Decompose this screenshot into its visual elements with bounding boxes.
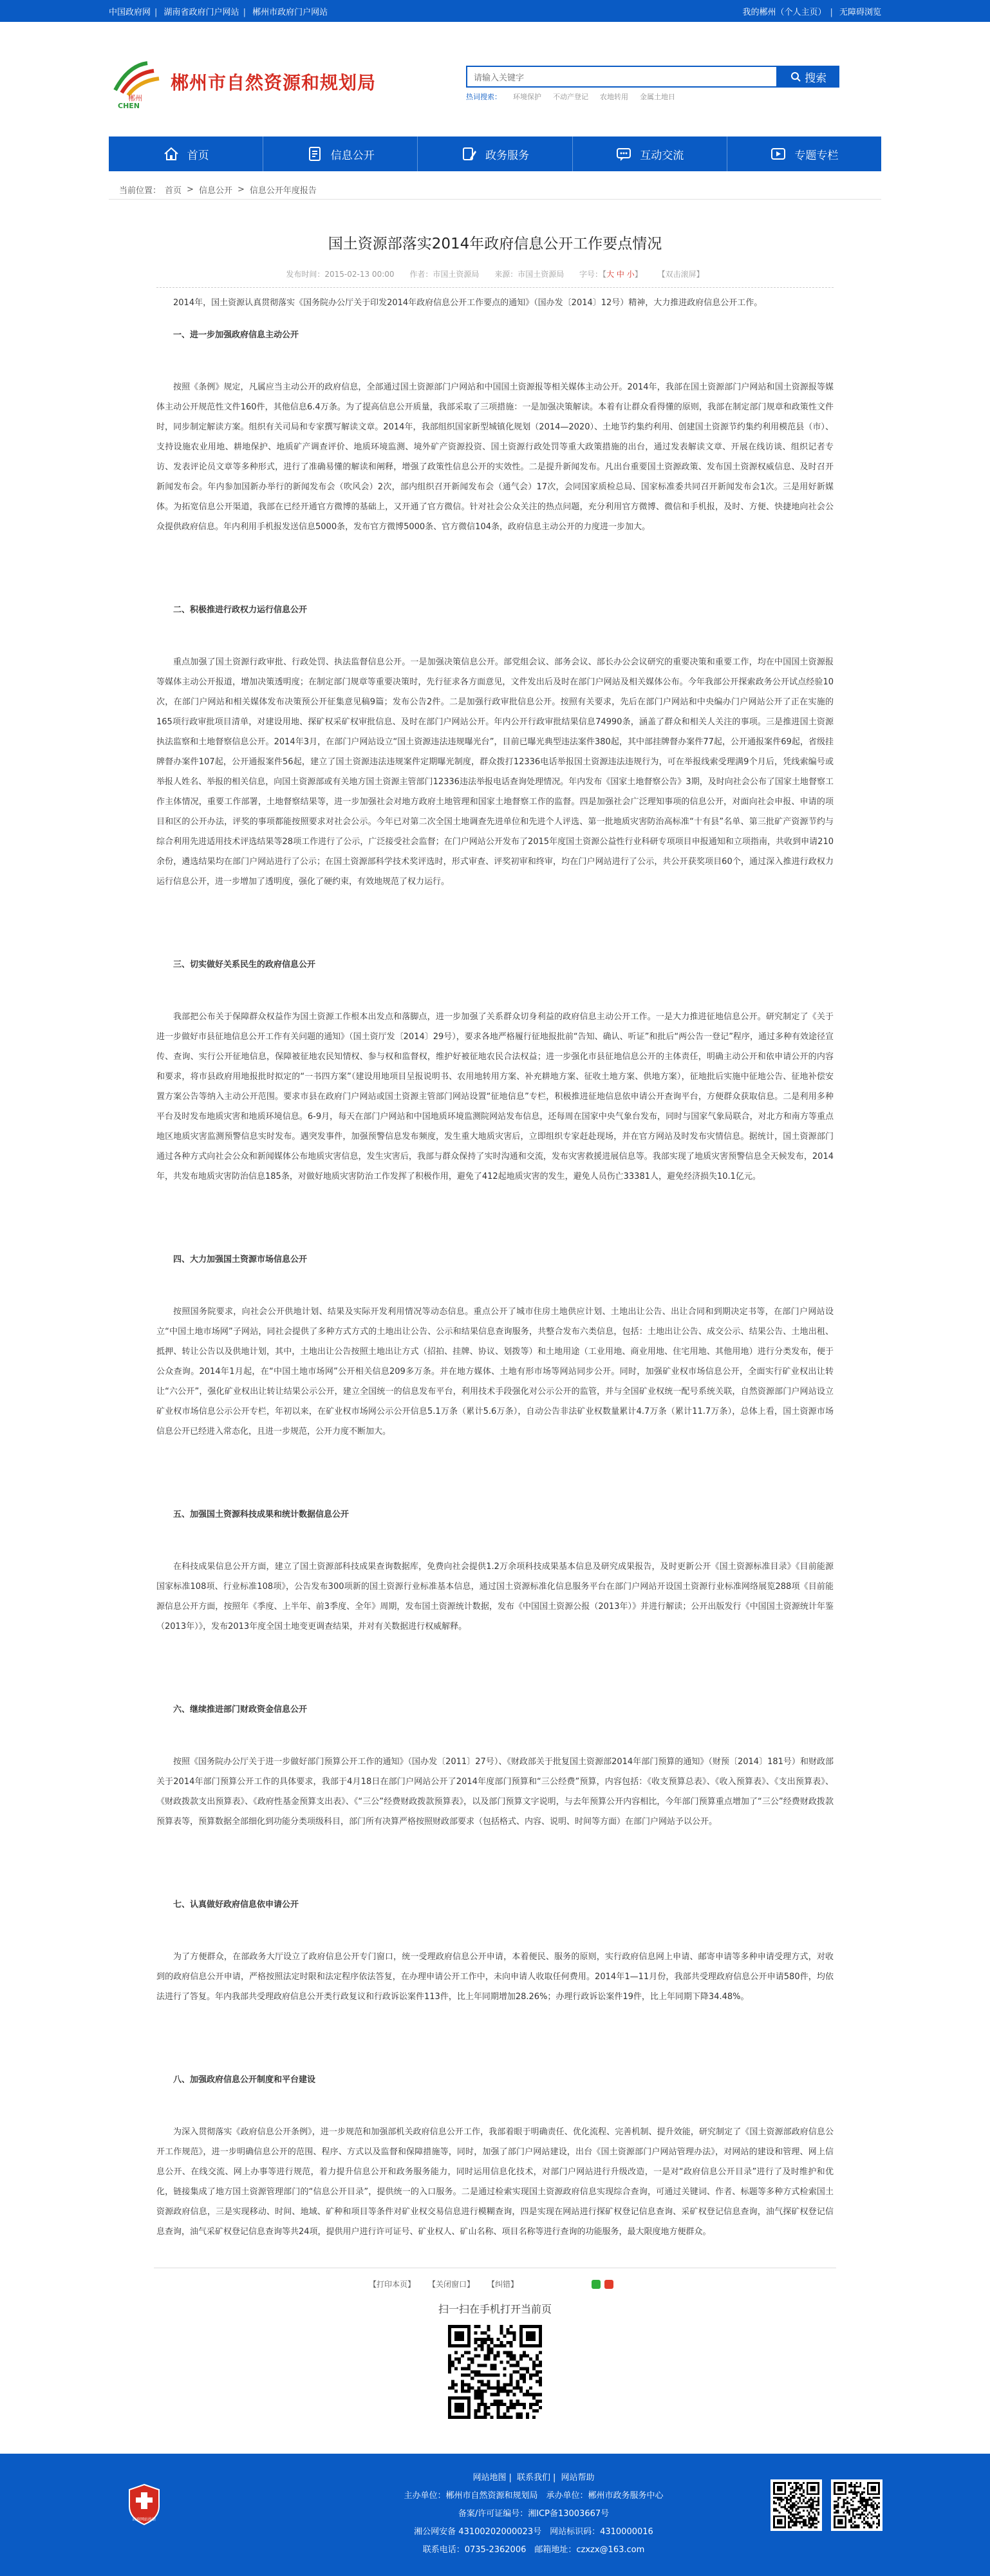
dblclick-scroll[interactable]: 【双击滚屏】 bbox=[657, 270, 704, 279]
site-title: 郴州市自然资源和规划局 bbox=[171, 72, 377, 93]
footer-link-contact[interactable]: 联系我们 bbox=[516, 2473, 550, 2483]
nav-interaction[interactable] bbox=[573, 136, 727, 171]
font-size-label: 字号： bbox=[579, 270, 603, 279]
section-paragraph: 按照国务院要求，向社会公开供地计划、结果及实际开发利用情况等动态信息。重点公开了城市住房土地供应计划、土地出让公告、出让合同和到期决定书等，在部门户网站设立“中国土地市场网”子网站，同社会提供了多种方式方式的土地出让公告、公示和结果信息查询服务，共整合发布六类信息，包括：土地出让公告、成交公示、结果公告、土地出租、抵押、转让公告以及供地计划，其中，土地出让公告按照土地出让方式（招拍、挂牌、协议、划拨等）和土地用途（工业用地、商业用地、住宅用地、其他用地）进行分类发布，便于公众查询。2014年1月起，在“中国土地市场网”公开相关信息209多万条。并在地方媒体、土地有形市场等网站同步公开。同时，加强矿业权市场信息公开，全面实行矿业权出让转让“六公开”，强化矿业权出让转让结果公示公开，建立全国统一的信息发布平台，利用技术手段强化对公示公开的监管，并与全国矿业权统一配号系统关联，自然资源部门户网站设立矿业权市场信息公示公开专栏，年初以来，在矿业权市场网公示公开信息5.1万条（累计5.6万条），自动公告非法矿业权数量累计4.7万条（累计11.7万条），总体上看，国土资源市场信息公开已经进入常态化，且进一步规范，公开力度不断加大。 bbox=[156, 1307, 834, 1436]
print-button[interactable]: 【打印本页】 bbox=[369, 2280, 416, 2289]
close-window-button[interactable]: 【关闭窗口】 bbox=[428, 2280, 475, 2289]
wechat-share-icon[interactable] bbox=[592, 2280, 601, 2289]
hot-words-label: 热词搜索： bbox=[466, 93, 501, 101]
breadcrumb-sep: > bbox=[237, 185, 245, 194]
main-nav bbox=[109, 136, 881, 171]
section-paragraph: 我部把公布关于保障群众权益作为国土资源工作根本出发点和落脚点，进一步加强了关系群众切身利益的政府信息主动公开工作。一是大力推进征地信息公开。研究制定了《关于进一步做好市县征地信息公开工作有关问题的通知》（国土资厅发〔2014〕29号），要求各地严格履行征地报批前“告知、确认、听证”和批后“两公告一登记”程序，通过多种有效途径宣传、查询、实行公开征地信息，保障被征地农民知情权、参与权和监督权，维护好被征地农民合法权益；进一步强化市县征地信息公开的主体责任，明确主动公开和依申请公开的内容和要求，将市县政府用地报批时拟定的“一书四方案”（建设用地项目呈报说明书、农用地转用方案、补充耕地方案、征收土地方案、供地方案），征地批后实施中征地公告、征地补偿安置方案公告等纳入主动公开范围。要求市县在政府门户网站或国土资源主管部门网站设置“征地信息”专栏，积极推进征地信息依申请公开查询平台，方便群众获取信息。二是利用多种平台及时发布地质灾害和地质环境信息。6-9月，每天在部门户网站和中国地质环境监测院网站发布信息，还每周在国家中央气象台发布，同时与国家气象局联合，对北方和南方等重点地区地质灾害监测预警信息实时发布。遇突发事件，加强预警信息发布频度，发生重大地质灾害后，立即组织专家赶赴现场，并在官方网站及时发布灾情信息。据统计，国土资源部门通过各种方式向社会公众和新闻媒体公布地质灾害信息，发生灾害后，我部与群众保持了实时沟通和交流，发布灾害救援进展信息等。我部实现了地质灾害预警信息全天候发布，2014年，共发布地质灾害防治信息185条，对做好地质灾害防治工作发挥了积极作用，避免了412起地质灾害的发生，避免人员伤亡33381人，避免经济损失10.1亿元。 bbox=[156, 1012, 834, 1181]
hot-word[interactable]: 不动产登记 bbox=[553, 93, 588, 101]
nav-info-public-label: 信息公开 bbox=[330, 149, 375, 162]
section-heading: 四、大力加强国土资源市场信息公开 bbox=[173, 1255, 308, 1264]
search-area bbox=[466, 66, 839, 102]
section-heading: 八、加强政府信息公开制度和平台建设 bbox=[173, 2075, 316, 2085]
section-paragraph: 为深入贯彻落实《政府信息公开条例》，进一步规范和加强部机关政府信息公开工作，我部着眼于明确责任、优化流程、完善机制、提升效能，研究制定了《国土资源部政府信息公开工作规范》，进一步明确信息公开的范围、程序、方式以及监督和保障措施等，同时，加强了部门户网站建设，出台《国土资源部门户网站管理办法》，对网站的建设和管理、网上信息公开、在线交流、网上办事等进行规范，着力提升信息公开和政务服务能力，同时运用信息化技术，对部门户网站进行升级改造，一是对“政府信息公开目录”进行了及时维护和优化，链接集成了地方国土资源管理部门的“信息公开目录”，提供统一的入口服务。二是通过检索实现国土资源政府信息实现综合查询，可通过关键词、作者、标题等多种方式检索国土资源政府信息，三是实现移动、时间、地域、矿种和项目等条件对矿业权交易信息进行模糊查询，四是实现在网站进行探矿权登记信息查询、采矿权登记信息查询，油气探矿权登记信息查询，油气采矿权登记信息查询等共24项，提供用户进行许可证号、矿业权人、矿山名称、项目名称等进行查询的功能服务，最大限度地方便群众。 bbox=[156, 2127, 834, 2237]
breadcrumb-info-public[interactable]: 信息公开 bbox=[198, 186, 232, 196]
home-icon bbox=[163, 146, 180, 162]
section-heading: 七、认真做好政府信息依申请公开 bbox=[173, 1900, 299, 1910]
breadcrumb bbox=[109, 180, 881, 200]
link-chenzhou-gov[interactable]: 郴州市政府门户网站 bbox=[252, 7, 328, 17]
link-my-homepage[interactable]: 我的郴州（个人主页） bbox=[742, 7, 827, 17]
logo-en-text: CHEN bbox=[118, 102, 140, 109]
section-heading: 五、加强国土资源科技成果和统计数据信息公开 bbox=[173, 1510, 350, 1519]
font-size-control: 字号：【大 中 小】 bbox=[579, 270, 642, 279]
breadcrumb-label: 当前位置： bbox=[119, 186, 162, 196]
section-heading: 一、进一步加强政府信息主动公开 bbox=[173, 330, 299, 340]
nav-gov-service-label: 政务服务 bbox=[485, 149, 529, 162]
font-size-large[interactable]: 大 bbox=[606, 270, 615, 279]
logo-sub-text: 郴州 bbox=[128, 94, 142, 102]
top-right-links: 我的郴州（个人主页） | 无障碍浏览 bbox=[742, 7, 881, 17]
breadcrumb-home[interactable]: 首页 bbox=[165, 186, 182, 196]
nav-home[interactable] bbox=[109, 136, 263, 171]
footer-qr-code-icon bbox=[831, 2479, 883, 2531]
article-tools bbox=[154, 2268, 836, 2289]
article-lead: 2014年，国土资源认真贯彻落实《国务院办公厅关于印发2014年政府信息公开工作要点的通知》（国办发〔2014〕12号）精神，大力推进政府信息公开工作。 bbox=[173, 298, 763, 308]
nav-home-label: 首页 bbox=[187, 149, 209, 162]
search-button-label: 搜索 bbox=[805, 71, 827, 85]
link-china-gov[interactable]: 中国政府网 bbox=[109, 7, 151, 17]
footer-contact: 联系电话：0735-2362006 邮箱地址：czxzx@163.com bbox=[422, 2545, 645, 2555]
hot-words bbox=[466, 91, 839, 102]
site-logo[interactable] bbox=[109, 59, 376, 109]
share-icons bbox=[592, 2280, 613, 2289]
footer-link-help[interactable]: 网站帮助 bbox=[561, 2473, 595, 2483]
badge-text: 政府网站找错 bbox=[132, 2517, 156, 2522]
author: 作者：市国土资源局 bbox=[409, 270, 480, 279]
nav-special-label: 专题专栏 bbox=[794, 149, 839, 162]
article-title: 国土资源部落实2014年政府信息公开工作要点情况 bbox=[328, 236, 662, 252]
hot-word[interactable]: 农地转用 bbox=[600, 93, 628, 101]
top-bar bbox=[0, 0, 990, 22]
section-heading: 二、积极推进行政权力运行信息公开 bbox=[173, 605, 308, 615]
footer-link-sitemap[interactable]: 网站地图 bbox=[472, 2473, 507, 2483]
section-heading: 六、继续推进部门财政资金信息公开 bbox=[173, 1705, 308, 1715]
article-meta bbox=[156, 268, 834, 288]
section-paragraph: 在科技成果信息公开方面，建立了国土资源部科技成果查询数据库，免费向社会提供1.2万余项科技成果基本信息及研究成果报告，及时更新公开《国土资源标准目录》《目前能源国家标准108项、行业标准108项》，公告发布300项新的国土资源行业标准基本信息，通过国土资源标准化信息服务平台在部门户网站开设国土资源行业标准网络展览288项《目前能源信息公开方面，按照年《季度、上半年、前3季度、全年》周期，发布国土资源统计数据，发布《中国国土资源公报（2013年）》并进行解读；公开出版发行《中国国土资源统计年鉴（2013年）》，发布2013年度全国土地变更调查结果，并对有关数据进行权威解释。 bbox=[156, 1562, 834, 1631]
search-icon bbox=[790, 71, 801, 82]
search-button[interactable] bbox=[778, 66, 839, 88]
footer-info bbox=[386, 2469, 682, 2559]
breadcrumb-sep: > bbox=[187, 185, 194, 194]
search-input[interactable] bbox=[466, 66, 778, 88]
hot-word[interactable]: 环境保护 bbox=[513, 93, 541, 101]
publish-date: 发布时间：2015-02-13 00:00 bbox=[286, 270, 395, 279]
section-heading: 三、切实做好关系民生的政府信息公开 bbox=[173, 960, 316, 970]
footer-qr-code-icon bbox=[771, 2479, 822, 2531]
pen-icon bbox=[461, 146, 478, 162]
font-size-medium[interactable]: 中 bbox=[616, 270, 624, 279]
nav-gov-service[interactable] bbox=[418, 136, 572, 171]
font-size-small[interactable]: 小 bbox=[626, 270, 635, 279]
section-paragraph: 按照《国务院办公厅关于进一步做好部门预算公开工作的通知》（国办发〔2011〕27号）、《财政部关于批复国土资源部2014年部门预算的通知》（财预〔2014〕181号）和财政部关于2014年部门预算公开工作的具体要求，我部于4月18日在部门户网站公开了2014年度部门预算和“三公经费”预算，内容包括：《收支预算总表》、《收入预算表》、《支出预算表》、《财政拨款支出预算表》、《政府性基金预算支出表》、《“三公”经费财政拨款预算表》，以及部门预算文字说明，与去年预算公开内容相比，今年部门预算重点增加了“三公”经费财政拨款预算表等，预算数据全部细化到功能分类项级科目，部门所有决算严格按照财政部要求（包括格式、内容、说明、时间等方面）在部门户网站予以公开。 bbox=[156, 1757, 834, 1827]
chat-icon bbox=[615, 146, 632, 162]
correction-button[interactable]: 【纠错】 bbox=[487, 2280, 519, 2289]
hot-word[interactable]: 金属土地日 bbox=[640, 93, 675, 101]
section-paragraph: 按照《条例》规定，凡属应当主动公开的政府信息，全部通过国土资源部门户网站和中国国土资源报等相关媒体主动公开。2014年，我部在国土资源部门户网站和国土资源报等媒体主动公开规范性文件160件，其他信息6.4万条。为了提高信息公开质量，我部采取了三项措施：一是加强决策解读。本着有让群众看得懂的原则，我部在制定部门规章和政策性文件时，同步制定解读方案。组织有关司局和专家撰写解读文章。2014年，我部组织国家新型城镇化规划（2014—2020）、土地节约集约利用、创建国土资源节约集约利用模范县（市）、支持设施农业用地、耕地保护、地质矿产调查评价、地质环境监测、境外矿产资源投资、国土资源行政处罚等重大政策措施的出台，通过发表解读文章、开展在线访谈、组织记者专访、发表评论员文章等多种形式，进行了准确易懂的解读和阐释，增强了政策性信息公开的实效性。二是提升新闻发布。凡出台重要国土资源政策、发布国土资源权威信息、及时召开新闻发布会。年内参加国新办举行的新闻发布会（吹风会）2次，部内组织召开新闻发布会（通气会）17次，会同国家质检总局、国家标准委共同召开新闻发布会1次。三是用好新媒体。为拓宽信息公开渠道，我部在已经开通官方微博的基础上，又开通了官方微信。针对社会公众关注的热点问题，充分利用官方微博、微信和手机报，及时、方便、快捷地向社会公众提供政府信息。年内利用手机报发送信息5000条，发布官方微博5000条、官方微信104条，政府信息主动公开的力度进一步加大。 bbox=[156, 382, 834, 532]
page-qr-code-icon bbox=[448, 2325, 542, 2419]
weibo-share-icon[interactable] bbox=[604, 2280, 613, 2289]
top-left-links: 中国政府网 | 湖南省政府门户网站 | 郴州市政府门户网站 bbox=[109, 7, 328, 17]
link-hunan-gov[interactable]: 湖南省政府门户网站 bbox=[163, 7, 239, 17]
section-paragraph: 重点加强了国土资源行政审批、行政处罚、执法监督信息公开。一是加强决策信息公开。部党组会议、部务会议、部长办公会议研究的重要决策和重要工作，均在中国国土资源报等媒体主动公开报道，增加决策透明度；在制定部门规章等重要决策时，先行征求各方面意见，文件发出后及时在部门户网站及相关媒体公布。今年我部公开探索政务公开试点经验10次，在部门户网站和相关媒体发布决策预公开征集意见稿9篇；发布公告2件。二是加强行政审批信息公开。按照有关要求，先后在部门户网站和中央编办门户网站公开了正在实施的165项行政审批项目清单，对建设用地、探矿权采矿权审批信息、及时在部门户网站公开。年内公开行政审批结果信息74990条，涵盖了群众和相关人关注的事项。三是推进国土资源执法监察和土地督察信息公开。2014年3月，在部门户网站设立“国土资源违法违规曝光台”，目前已曝光典型违法案件380起，其中部挂牌督办案件77起，公开通报案件69起，省级挂牌督办案件107起，公开通报案件56起，建立了国土资源违法违规案件定期曝光制度，群众拨打12336电话举报国土资源违法违规行为，可在举报线索受理满9个月后，凭线索编号或举报人姓名、举报的相关信息，向国土资源部或有关地方国土资源主管部门12336违法举报电话查询处理情况。年内发布《国家土地督察公告》3期，及时向社会公布了国家土地督察工作主体情况，重要工作部署，土地督察结果等，进一步加强社会对地方政府土地管理和国家土地督察工作的监督。四是加强社会广泛理知事项的信息公开，对面向社会申报、申请的项目和区的公开办法，评奖的事项都能按照要求对社会公示。今年已对第二次全国土地调查先进单位和先进个人评选、第一批地质灾害防治高标准“十有县”名单、第三批矿产资源节约与综合利用先进适用技术评选结果等28项工作进行了公示，广泛接受社会监督；在门户网站公开发布了2015年度国土资源公益性行业科研专项项目申报通知和立项指南，共收到申请210余份，遴选结果均在部门户网站进行了公示；在国土资源部科学技术奖评选时，形式审查、评奖初审和终审，均在门户网站进行了公示，共公开获奖项目60个，通过深入推进行政权力运行信息公开，进一步增加了透明度，强化了硬约束，有效地规范了权力运行。 bbox=[156, 657, 834, 887]
footer-police[interactable]: 湘公网安备 43100202000023号 网站标识码：4310000016 bbox=[414, 2527, 653, 2537]
section-paragraph: 为了方便群众，在部政务大厅设立了政府信息公开专门窗口，统一受理政府信息公开申请，本着便民、服务的原则，实行政府信息网上申请、邮寄申请等多种申请受理方式，对收到的政府信息公开申请，严格按照法定时限和法定程序依法答复，在办理申请公开工作中，未向申请人收取任何费用。2014年1—11月份，我部共受理政府信息公开申请580件，均依法进行了答复。年内我部共受理政府信息公开类行政复议和行政诉讼案件113件，比上年同期增加28.26%；办理行政诉讼案件19件，比上年同期下降34.48%。 bbox=[156, 1952, 834, 2002]
footer-sponsor: 主办单位：郴州市自然资源和规划局 承办单位：郴州市政务服务中心 bbox=[404, 2491, 664, 2501]
article bbox=[109, 232, 881, 2242]
nav-interaction-label: 互动交流 bbox=[640, 149, 684, 162]
breadcrumb-annual-report[interactable]: 信息公开年度报告 bbox=[249, 186, 317, 196]
footer-links: 网站地图 | 联系我们 | 网站帮助 bbox=[472, 2473, 595, 2483]
link-accessibility[interactable]: 无障碍浏览 bbox=[839, 7, 881, 17]
site-header bbox=[109, 22, 881, 136]
flag-icon bbox=[770, 146, 787, 162]
nav-info-public[interactable] bbox=[263, 136, 418, 171]
nav-special[interactable] bbox=[727, 136, 881, 171]
scan-text: 扫一扫在手机打开当前页 bbox=[438, 2303, 552, 2315]
gov-error-badge-icon[interactable] bbox=[127, 2483, 162, 2526]
logo-mark-icon bbox=[109, 59, 164, 109]
site-footer bbox=[0, 2454, 990, 2576]
footer-icp[interactable]: 备案/许可证编号：湘ICP备13003667号 bbox=[458, 2509, 610, 2519]
document-icon bbox=[306, 146, 323, 162]
source: 来源：市国土资源局 bbox=[494, 270, 565, 279]
